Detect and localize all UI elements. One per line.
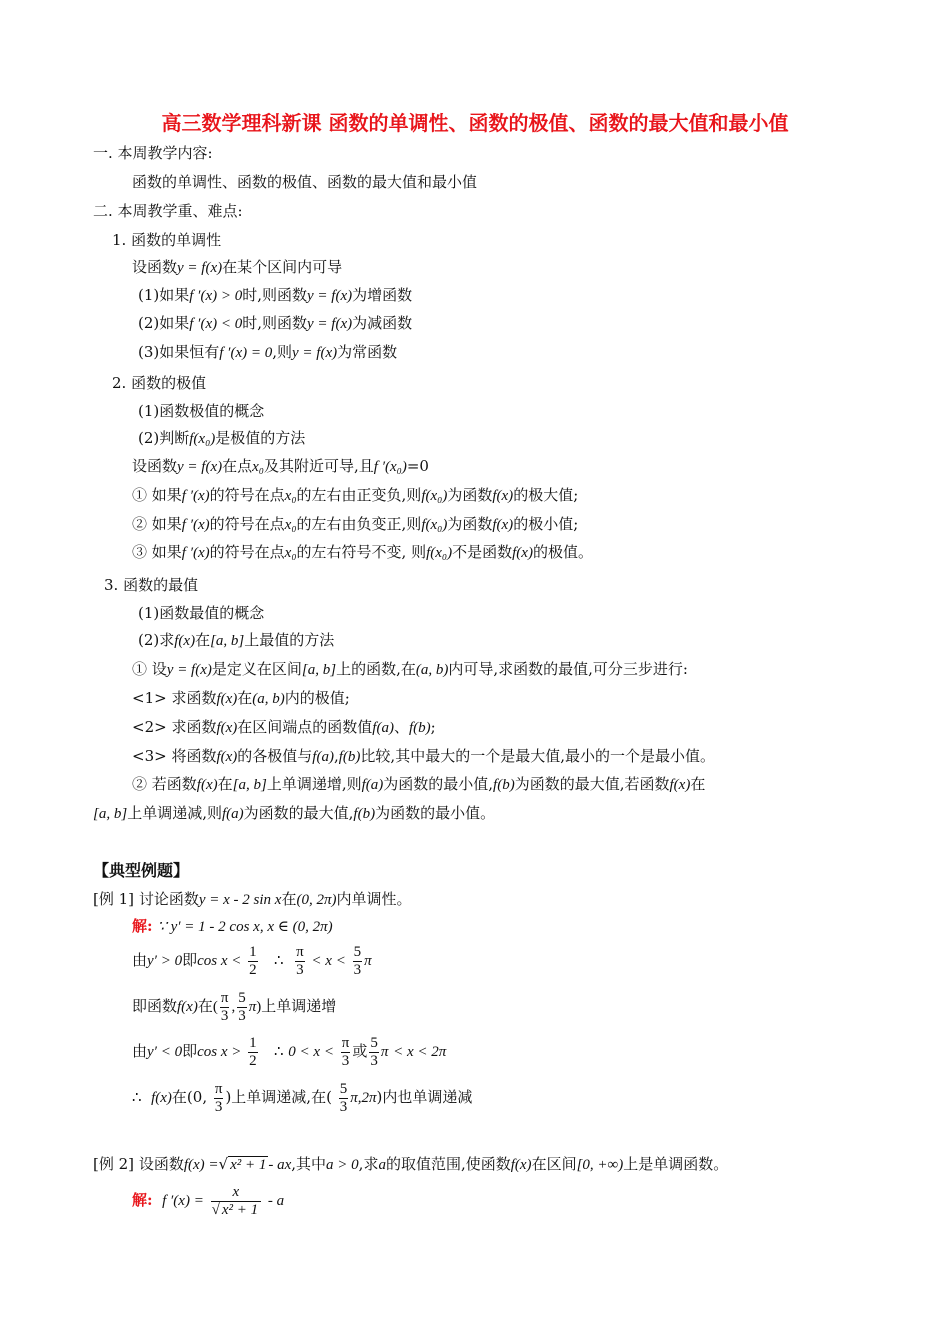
fraction-one-half: $\frac{1}{2}$ [249, 943, 257, 978]
maxmin-step-1: <1> 求函数f(x)在(a, b)内的极值; [132, 689, 350, 707]
fraction-pi-third: $\frac{\pi}{3}$ [296, 943, 304, 978]
example-2-question: [例 2] 设函数f(x) =√ x² + 1 - ax,其中a > 0,求a的取值范围,使函数f(x)在区间[0, +∞)上是单调函数。 [93, 1155, 729, 1173]
examples-heading: 【典型例题】 [93, 861, 190, 880]
monotonic-case-1: (1)如果f ′(x) > 0时,则函数y = f(x)为增函数 [138, 286, 413, 304]
maxmin-step-3: <3> 将函数f(x)的各极值与f(a),f(b)比较,其中最大的一个是最大值,最小的一个是最小值。 [132, 747, 715, 765]
extremum-item-1: (1)函数极值的概念 [138, 402, 265, 420]
example-1-decreasing-interval: ∴ f(x)在(0, $\frac{\pi}{3}$ )上单调递减,在( $\frac{5}{3}$ π,2π)内也单调递减 [132, 1080, 473, 1115]
extremum-condition: 设函数y = f(x)在点x₀及其附近可导,且f ′(x₀)=0 [132, 457, 429, 475]
maxmin-monotone-rule-cont: [a, b]上单调递减,则f(a)为函数的最大值,f(b)为函数的最小值。 [93, 804, 496, 822]
monotonic-intro: 设函数y = f(x)在某个区间内可导 [132, 258, 343, 276]
example-2-solution-derivative: 解: f ′(x) = $\frac{x}{\text{√ x² + 1}}$ - a [132, 1183, 285, 1218]
subsection-extremum: 2. 函数的极值 [112, 374, 207, 392]
section-content-text: 函数的单调性、函数的极值、函数的最大值和最小值 [132, 173, 478, 191]
example-1-question: [例 1] 讨论函数y = x - 2 sin x在(0, 2π)内单调性。 [93, 890, 412, 908]
page-title: 高三数学理科新课 函数的单调性、函数的极值、函数的最大值和最小值 [161, 111, 789, 135]
example-1-increasing-interval: 即函数f(x)在( $\frac{\pi}{3}$ , $\frac{5}{3}$ π)上单调递增 [132, 989, 337, 1024]
extremum-item-2: (2)判断f(x₀)是极值的方法 [138, 429, 306, 447]
maxmin-step-2: <2> 求函数f(x)在区间端点的函数值f(a)、f(b); [132, 718, 436, 736]
fraction-x-over-sqrt: $\frac{x}{\text{√ x² + 1}}$ [211, 1184, 262, 1219]
subsection-extreme-values: 3. 函数的最值 [104, 576, 199, 594]
extremum-rule-3: ③ 如果f ′(x)的符号在点x₀的左右符号不变, 则f(x₀)不是函数f(x)的极值。 [132, 543, 593, 561]
extremum-rule-2: ② 如果f ′(x)的符号在点x₀的左右由负变正,则f(x₀)为函数f(x)的极小值; [132, 515, 579, 533]
section-heading-focus: 二. 本周教学重、难点: [93, 202, 243, 220]
monotonic-case-3: (3)如果恒有f ′(x) = 0,则y = f(x)为常函数 [138, 343, 398, 361]
maxmin-monotone-rule: ② 若函数f(x)在[a, b]上单调递增,则f(a)为函数的最小值,f(b)为函数的最大值,若函数f(x)在 [132, 775, 706, 793]
example-1-decreasing-condition: 由y′ < 0即cos x > $\frac{1}{2}$ ∴ 0 < x < $\frac{\pi}{3}$ 或 $\frac{5}{3}$ π < x < 2π [132, 1034, 447, 1069]
example-1-increasing-condition: 由y′ > 0即cos x < $\frac{1}{2}$ ∴ $\frac{\pi}{3}$ < x < $\frac{5}{3}$ π [132, 943, 372, 978]
maxmin-item-1: (1)函数最值的概念 [138, 604, 265, 622]
maxmin-item-2: (2)求f(x)在[a, b]上最值的方法 [138, 631, 335, 649]
section-heading-content: 一. 本周教学内容: [93, 144, 213, 162]
monotonic-case-2: (2)如果f ′(x) < 0时,则函数y = f(x)为减函数 [138, 314, 413, 332]
subsection-monotonicity: 1. 函数的单调性 [112, 231, 222, 249]
example-1-solution-derivative: 解: ∵ y′ = 1 - 2 cos x, x ∈ (0, 2π) [132, 917, 333, 935]
extremum-rule-1: ① 如果f ′(x)的符号在点x₀的左右由正变负,则f(x₀)为函数f(x)的极大值; [132, 486, 579, 504]
maxmin-method-intro: ① 设y = f(x)是定义在区间[a, b]上的函数,在(a, b)内可导,求函数的最值,可分三步进行: [132, 660, 688, 678]
fraction-five-thirds: $\frac{5}{3}$ [353, 943, 362, 978]
